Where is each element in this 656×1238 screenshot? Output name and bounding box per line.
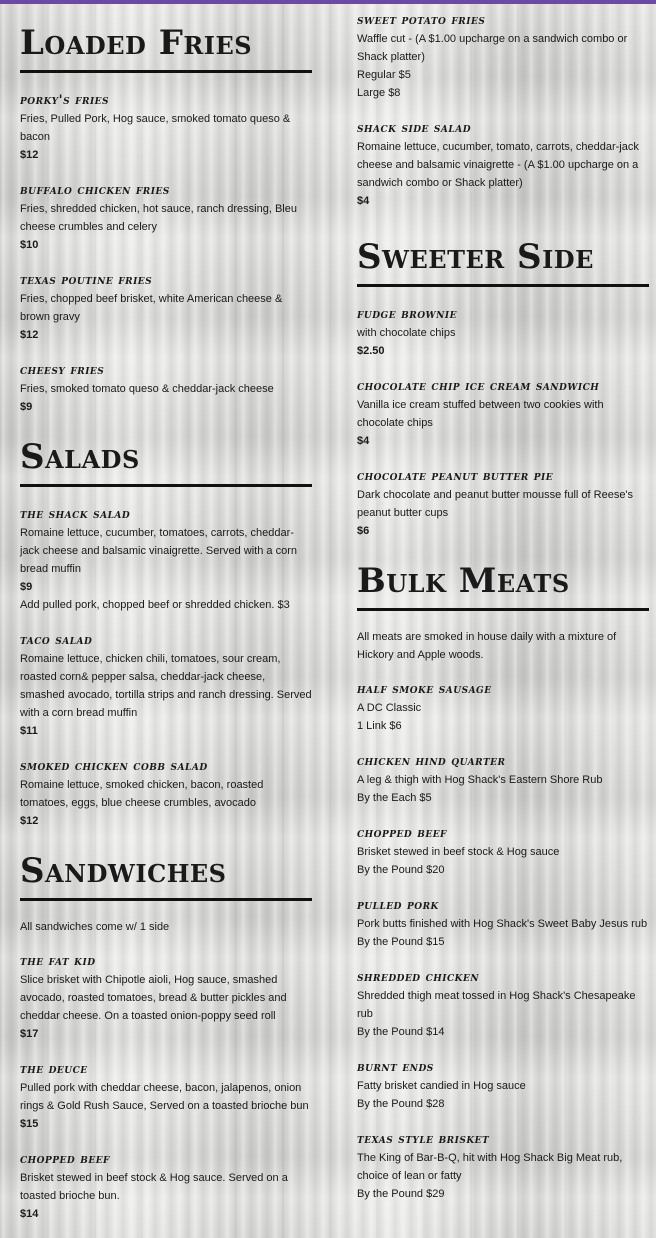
item-name: shack side salad <box>357 121 471 136</box>
item-name: fudge brownie <box>357 307 457 322</box>
item-name: taco salad <box>20 633 93 648</box>
item-description: Fries, smoked tomato queso & cheddar-jack cheese <box>20 383 274 395</box>
menu-item <box>357 825 649 879</box>
item-name: cheesy fries <box>20 363 105 378</box>
menu-item <box>20 1151 312 1223</box>
menu-item <box>20 506 312 614</box>
item-description: Shredded thigh meat tossed in Hog Shack's Chesapeake rub <box>357 990 636 1020</box>
item-name: chopped beef <box>357 826 447 841</box>
menu-item <box>20 1061 312 1133</box>
item-price: $12 <box>20 149 39 161</box>
item-price: $12 <box>20 329 39 341</box>
item-description: Fries, Pulled Pork, Hog sauce, smoked tomato queso & bacon <box>20 113 291 143</box>
menu-item <box>357 681 649 735</box>
item-name: half smoke sausage <box>357 682 492 697</box>
section-sides-continued <box>357 12 649 210</box>
section-title: Bulk Meats <box>357 562 649 611</box>
top-accent-bar <box>0 0 656 4</box>
section-note: All sandwiches come w/ 1 side <box>20 921 170 933</box>
menu-item <box>20 953 312 1043</box>
item-price: $11 <box>20 725 38 737</box>
item-price: $9 <box>20 581 33 593</box>
menu-item <box>357 12 649 102</box>
item-description: A leg & thigh with Hog Shack's Eastern Shore Rub <box>357 774 603 786</box>
item-name: chopped beef <box>20 1152 110 1167</box>
item-addon: Add pulled pork, chopped beef or shredded chicken. $3 <box>20 599 290 611</box>
item-price: 1 Link $6 <box>357 720 402 732</box>
item-description: Pulled pork with cheddar cheese, bacon, jalapenos, onion rings & Gold Rush Sauce, Served on a toasted brioche bun <box>20 1082 309 1112</box>
menu-item <box>357 468 649 540</box>
section-title: Loaded Fries <box>20 24 312 73</box>
menu-item <box>20 758 312 830</box>
section-note: All meats are smoked in house daily with a mixture of Hickory and Apple woods. <box>357 631 617 661</box>
item-description: Pork butts finished with Hog Shack's Sweet Baby Jesus rub <box>357 918 648 930</box>
item-name: smoked chicken cobb salad <box>20 759 208 774</box>
item-price: $4 <box>357 195 370 207</box>
section-salads <box>20 438 312 830</box>
item-name: texas poutine fries <box>20 273 153 288</box>
menu-item <box>357 753 649 807</box>
item-description: Slice brisket with Chipotle aioli, Hog sauce, smashed avocado, roasted tomatoes, bread & butter pickles and cheddar cheese. On a toasted onion-poppy seed roll <box>20 974 287 1022</box>
menu-item <box>20 182 312 254</box>
item-description: Waffle cut - (A $1.00 upcharge on a sandwich combo or Shack platter) <box>357 33 628 63</box>
item-description: Romaine lettuce, cucumber, tomatoes, carrots, cheddar-jack cheese and balsamic vinaigrette. Served with a corn bread muffin <box>20 527 297 575</box>
item-name: the deuce <box>20 1062 88 1077</box>
item-price: $9 <box>20 401 33 413</box>
item-name: the fat kid <box>20 954 96 969</box>
item-description: A DC Classic <box>357 702 422 714</box>
item-price: $10 <box>20 239 39 251</box>
item-price: $17 <box>20 1028 39 1040</box>
item-price: By the Pound $15 <box>357 936 445 948</box>
item-name: porky's fries <box>20 93 110 108</box>
item-description: Brisket stewed in beef stock & Hog sauce. Served on a toasted brioche bun. <box>20 1172 288 1202</box>
item-name: burnt ends <box>357 1060 434 1075</box>
item-price: $12 <box>20 815 39 827</box>
menu-item <box>357 378 649 450</box>
item-price: By the Pound $29 <box>357 1188 445 1200</box>
item-size-price: Regular $5 <box>357 69 411 81</box>
item-description: Romaine lettuce, cucumber, tomato, carrots, cheddar-jack cheese and balsamic vinaigrette - (A $1.00 upcharge on a sandwich combo or Shack platter) <box>357 141 639 189</box>
section-sweeter-side <box>357 238 649 540</box>
item-price: $15 <box>20 1118 39 1130</box>
item-name: chocolate peanut butter pie <box>357 469 554 484</box>
menu-item <box>357 1131 649 1203</box>
item-price: By the Each $5 <box>357 792 432 804</box>
item-description: Fries, shredded chicken, hot sauce, ranch dressing, Bleu cheese crumbles and celery <box>20 203 297 233</box>
item-price: By the Pound $14 <box>357 1026 445 1038</box>
item-description: Dark chocolate and peanut butter mousse full of Reese's peanut butter cups <box>357 489 634 519</box>
item-description: Brisket stewed in beef stock & Hog sauce <box>357 846 560 858</box>
menu-item <box>357 1059 649 1113</box>
item-name: chocolate chip ice cream sandwich <box>357 379 600 394</box>
section-loaded-fries <box>20 24 312 416</box>
item-description: Fries, chopped beef brisket, white American cheese & brown gravy <box>20 293 283 323</box>
item-description: Romaine lettuce, smoked chicken, bacon, roasted tomatoes, eggs, blue cheese crumbles, avocado <box>20 779 264 809</box>
menu-item <box>357 306 649 360</box>
item-price: By the Pound $20 <box>357 864 445 876</box>
item-price: $4 <box>357 435 370 447</box>
item-description: with chocolate chips <box>357 327 456 339</box>
item-description: Fatty brisket candied in Hog sauce <box>357 1080 526 1092</box>
section-title: Salads <box>20 438 312 487</box>
menu-item <box>357 120 649 210</box>
menu-item <box>357 897 649 951</box>
item-description: Vanilla ice cream stuffed between two cookies with chocolate chips <box>357 399 604 429</box>
item-price: By the Pound $28 <box>357 1098 445 1110</box>
item-name: texas style brisket <box>357 1132 490 1147</box>
section-title: Sweeter Side <box>357 238 649 287</box>
section-title: Sandwiches <box>20 852 312 901</box>
item-description: The King of Bar-B-Q, hit with Hog Shack Big Meat rub, choice of lean or fatty <box>357 1152 623 1182</box>
item-name: the shack salad <box>20 507 131 522</box>
item-name: pulled pork <box>357 898 439 913</box>
menu-item <box>20 362 312 416</box>
item-price: $6 <box>357 525 370 537</box>
item-name: sweet potato fries <box>357 13 486 28</box>
menu-item <box>357 969 649 1041</box>
item-size-price: Large $8 <box>357 87 401 99</box>
item-description: Romaine lettuce, chicken chili, tomatoes, sour cream, roasted corn& pepper salsa, cheddar-jack cheese, smashed avocado, tortilla strips and ranch dressing. Served with a corn bread muffin <box>20 653 312 719</box>
item-name: chicken hind quarter <box>357 754 506 769</box>
section-sandwiches <box>20 852 312 1223</box>
section-bulk-meats <box>357 562 649 1203</box>
item-name: shredded chicken <box>357 970 480 985</box>
item-price: $2.50 <box>357 345 385 357</box>
menu-item <box>20 92 312 164</box>
menu-item <box>20 272 312 344</box>
item-name: buffalo chicken fries <box>20 183 170 198</box>
item-price: $14 <box>20 1208 39 1220</box>
menu-item <box>20 632 312 740</box>
